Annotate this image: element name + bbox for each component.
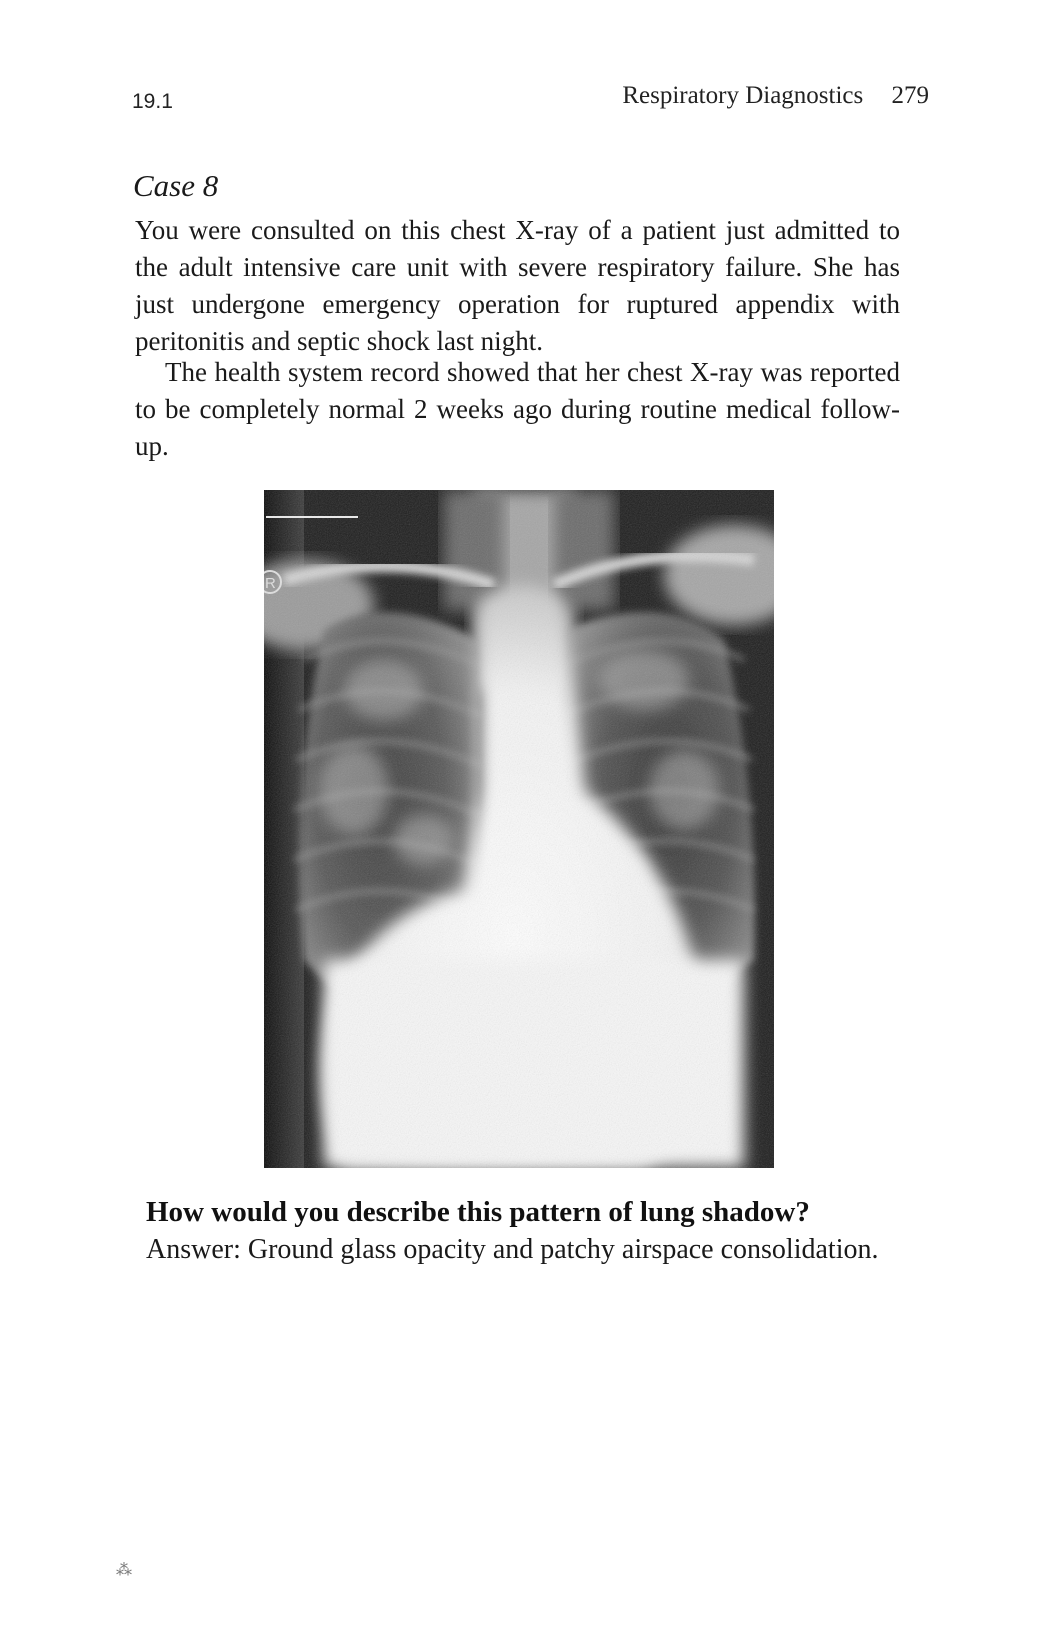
running-head	[622, 82, 929, 110]
side-marker: R	[265, 575, 276, 592]
case-paragraph-2: The health system record showed that her chest X-ray was reported to be completely normal 2 weeks ago during routine medical follow-up.	[135, 357, 900, 461]
corner-mark: ⁂	[116, 1562, 132, 1579]
answer-text: Answer: Ground glass opacity and patchy airspace consolidation.	[146, 1234, 879, 1265]
section-number: 19.1	[132, 90, 173, 113]
chest-xray-image	[264, 490, 774, 1168]
question-text: How would you describe this pattern of lung shadow?	[146, 1196, 810, 1228]
case-title: Case 8	[133, 168, 219, 203]
running-title: Respiratory Diagnostics	[622, 82, 864, 109]
chest-xray-illustration	[264, 490, 774, 1168]
page-number: 279	[891, 82, 929, 109]
case-paragraph-1: You were consulted on this chest X-ray of a patient just admitted to the adult intensive care unit with severe respiratory failure. She has just undergone emergency operation for ruptured appendix with peritonitis and septic shock last night.	[135, 215, 900, 356]
